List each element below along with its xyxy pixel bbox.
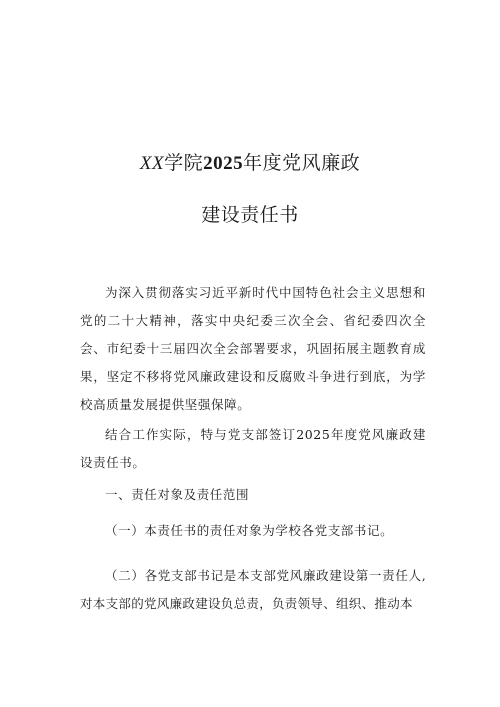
clause-1-1: （一）本责任书的责任对象为学校各党支部书记。 xyxy=(105,523,394,538)
title-year: 2025 xyxy=(203,153,244,174)
clause-1-2: （二）各党支部书记是本支部党风廉政建设第一责任人,对本支部的党风廉政建设负总责，负责领导、组织、推动本 xyxy=(80,568,426,611)
title-rest: 年度党风廉政 xyxy=(243,152,361,174)
document-title-line-1 xyxy=(0,148,500,175)
title-prefix: XX xyxy=(139,153,165,174)
document-title-line-2: 建设责任书 xyxy=(201,204,299,226)
paragraph-intro: 为深入贯彻落实习近平新时代中国特色社会主义思想和党的二十大精神，落实中央纪委三次全会、省纪委四次全会、市纪委十三届四次全会部署要求，巩固拓展主题教育成果，坚定不移将党风廉政建设和反腐败斗争进行到底，为学校高质量发展提供坚强保障。 xyxy=(80,285,426,412)
title-school: 学院 xyxy=(164,152,204,174)
section-heading-1: 一、责任对象及责任范围 xyxy=(105,487,250,502)
paragraph-purpose: 结合工作实际，特与党支部签订2025年度党风廉政建设责任书。 xyxy=(80,427,426,470)
